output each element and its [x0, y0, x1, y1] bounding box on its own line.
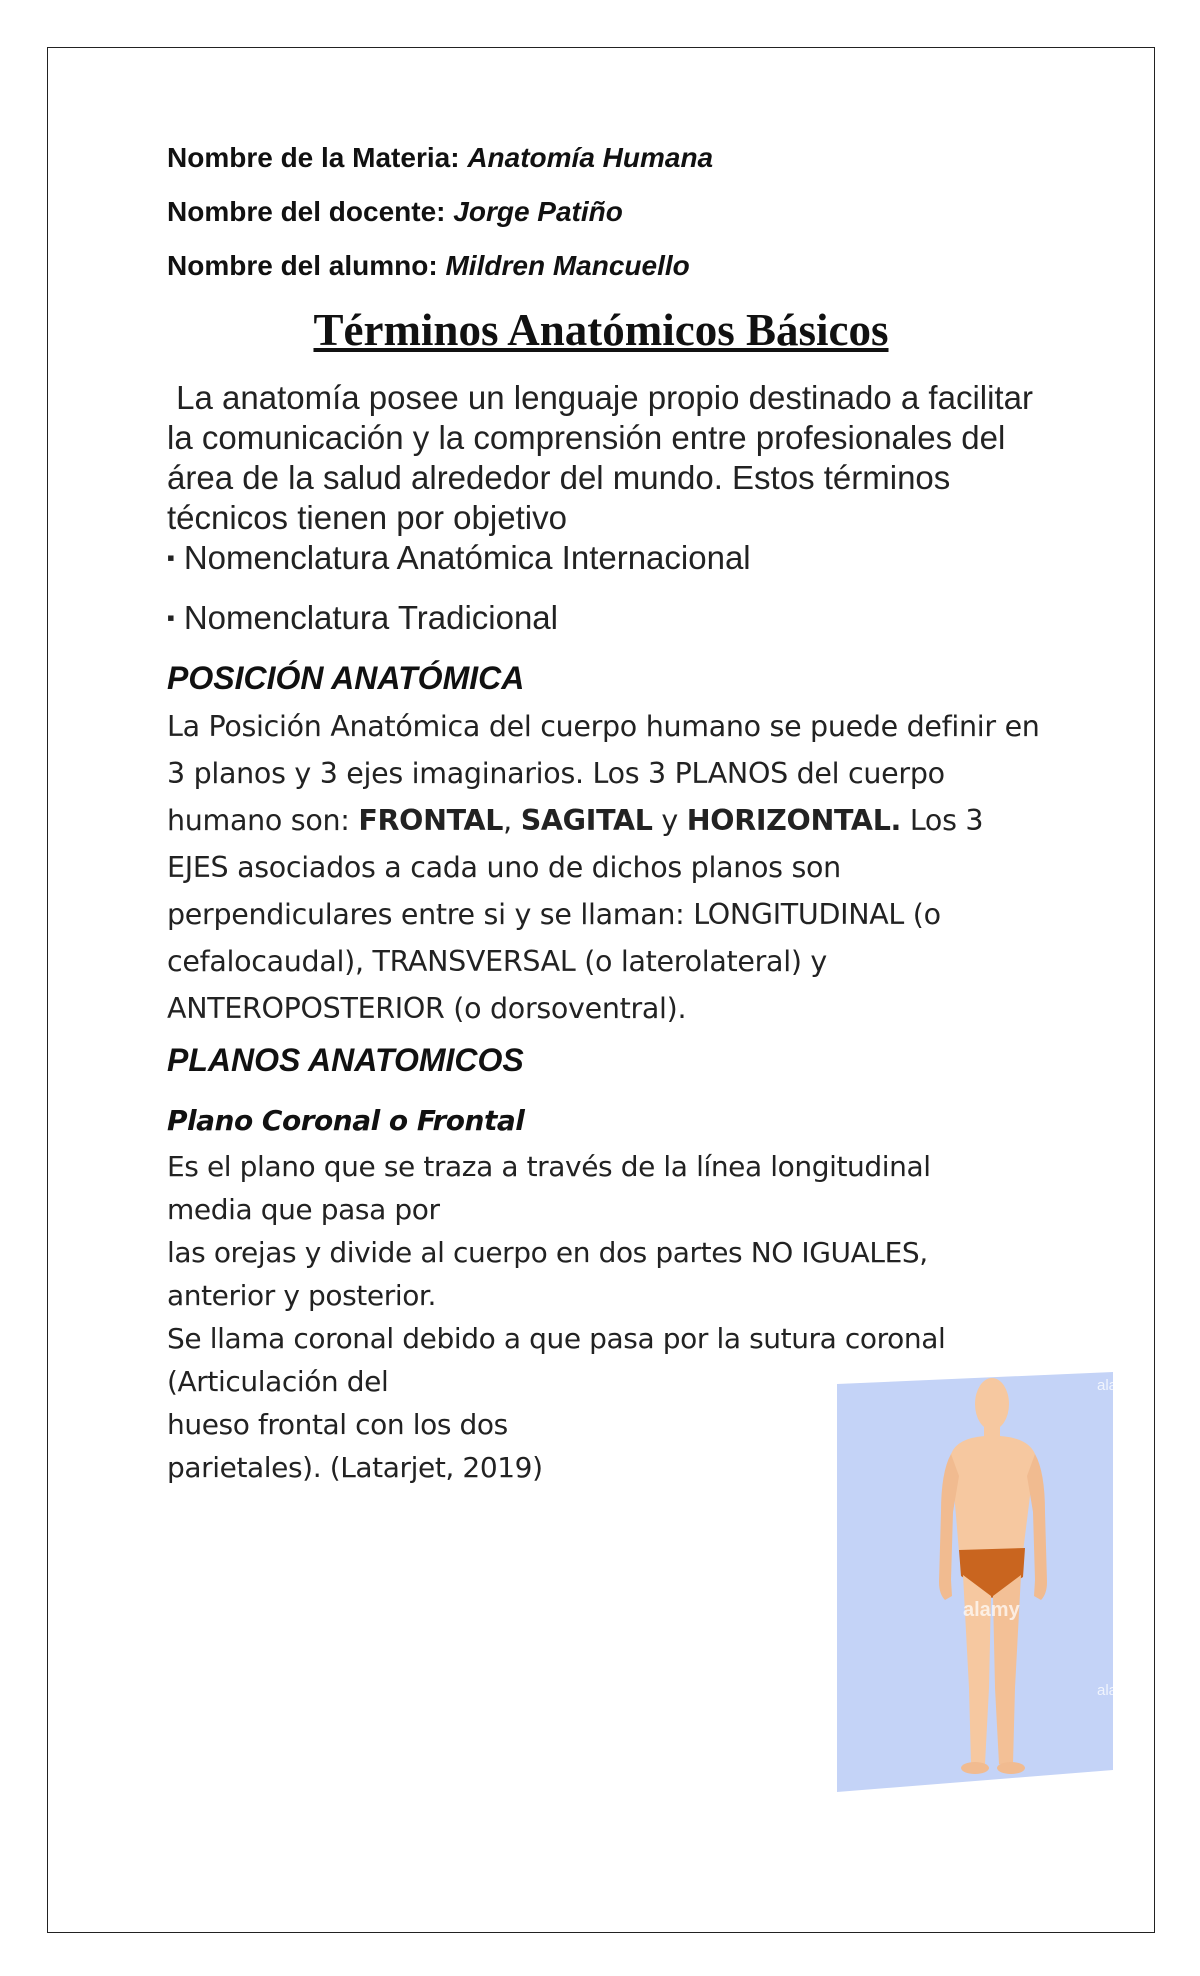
separator-comma: ,: [503, 804, 521, 837]
paragraph-line: anterior y posterior.: [167, 1279, 436, 1312]
coronal-plane-illustration: [835, 1372, 1118, 1792]
posicion-paragraph: [167, 703, 1047, 1032]
figure-head: [975, 1378, 1009, 1430]
teacher-value: Jorge Patiño: [453, 196, 623, 227]
watermark-edge-bottom: ala: [1097, 1682, 1118, 1699]
bullet-text: Nomenclatura Tradicional: [183, 599, 558, 636]
plane-frontal: FRONTAL: [358, 804, 504, 837]
paragraph-line: hueso frontal con los dos: [167, 1408, 508, 1441]
intro-text: La anatomía posee un lenguaje propio destinado a facilitar la comunicación y la comprensión entre profesionales del área de la salud alrededor del mundo. Estos términos técnicos tienen por objetivo: [167, 379, 1033, 536]
plane-sagital: SAGITAL: [520, 804, 653, 837]
posicion-text-2: Los 3 EJES asociados a cada uno de dichos planos son perpendiculares entre si y se llaman: LONGITUDINAL (o cefalocaudal), TRANSVERSAL (o laterolateral) y ANTEROPOSTERIOR (o dorsoventral).: [167, 804, 984, 1025]
paragraph-line: Se llama coronal debido a que pasa por la sutura coronal: [167, 1322, 946, 1355]
student-value: Mildren Mancuello: [445, 250, 690, 281]
watermark-edge-top: ala: [1097, 1377, 1118, 1394]
plano-coronal-subheading: Plano Coronal o Frontal: [167, 1104, 525, 1137]
paragraph-line: las orejas y divide al cuerpo en dos partes NO IGUALES,: [167, 1236, 928, 1269]
posicion-text-1: La Posición Anatómica del cuerpo humano se puede definir en 3 planos y 3 ejes imaginarios. Los 3 PLANOS del cuerpo humano son:: [167, 710, 1040, 837]
student-label: Nombre del alumno:: [167, 250, 438, 281]
watermark-center: alamy: [963, 1599, 1020, 1621]
subject-line: [167, 142, 713, 174]
student-line: [167, 250, 690, 282]
paragraph-line: Es el plano que se traza a través de la línea longitudinal: [167, 1150, 931, 1183]
bullet-icon: ▪: [167, 605, 175, 630]
bullet-item-traditional: [167, 598, 558, 638]
bullet-text: Nomenclatura Anatómica Internacional: [183, 539, 751, 576]
teacher-line: [167, 196, 623, 228]
figure-torso: [951, 1436, 1035, 1552]
subject-label: Nombre de la Materia:: [167, 142, 460, 173]
planos-heading: PLANOS ANATOMICOS: [167, 1042, 524, 1078]
figure-right-foot: [961, 1762, 989, 1774]
bullet-icon: ▪: [167, 545, 175, 570]
paragraph-line: media que pasa por: [167, 1193, 440, 1226]
intro-paragraph: [167, 378, 1047, 538]
paragraph-line: parietales). (Latarjet, 2019): [167, 1451, 543, 1484]
plane-horizontal: HORIZONTAL.: [686, 804, 902, 837]
bullet-item-international: [167, 538, 751, 578]
posicion-heading: POSICIÓN ANATÓMICA: [167, 660, 525, 696]
separator-and: y: [652, 804, 687, 837]
subject-value: Anatomía Humana: [467, 142, 714, 173]
figure-left-foot: [997, 1762, 1025, 1774]
document-title: Términos Anatómicos Básicos: [313, 305, 889, 355]
paragraph-line: (Articulación del: [167, 1365, 389, 1398]
teacher-label: Nombre del docente:: [167, 196, 446, 227]
